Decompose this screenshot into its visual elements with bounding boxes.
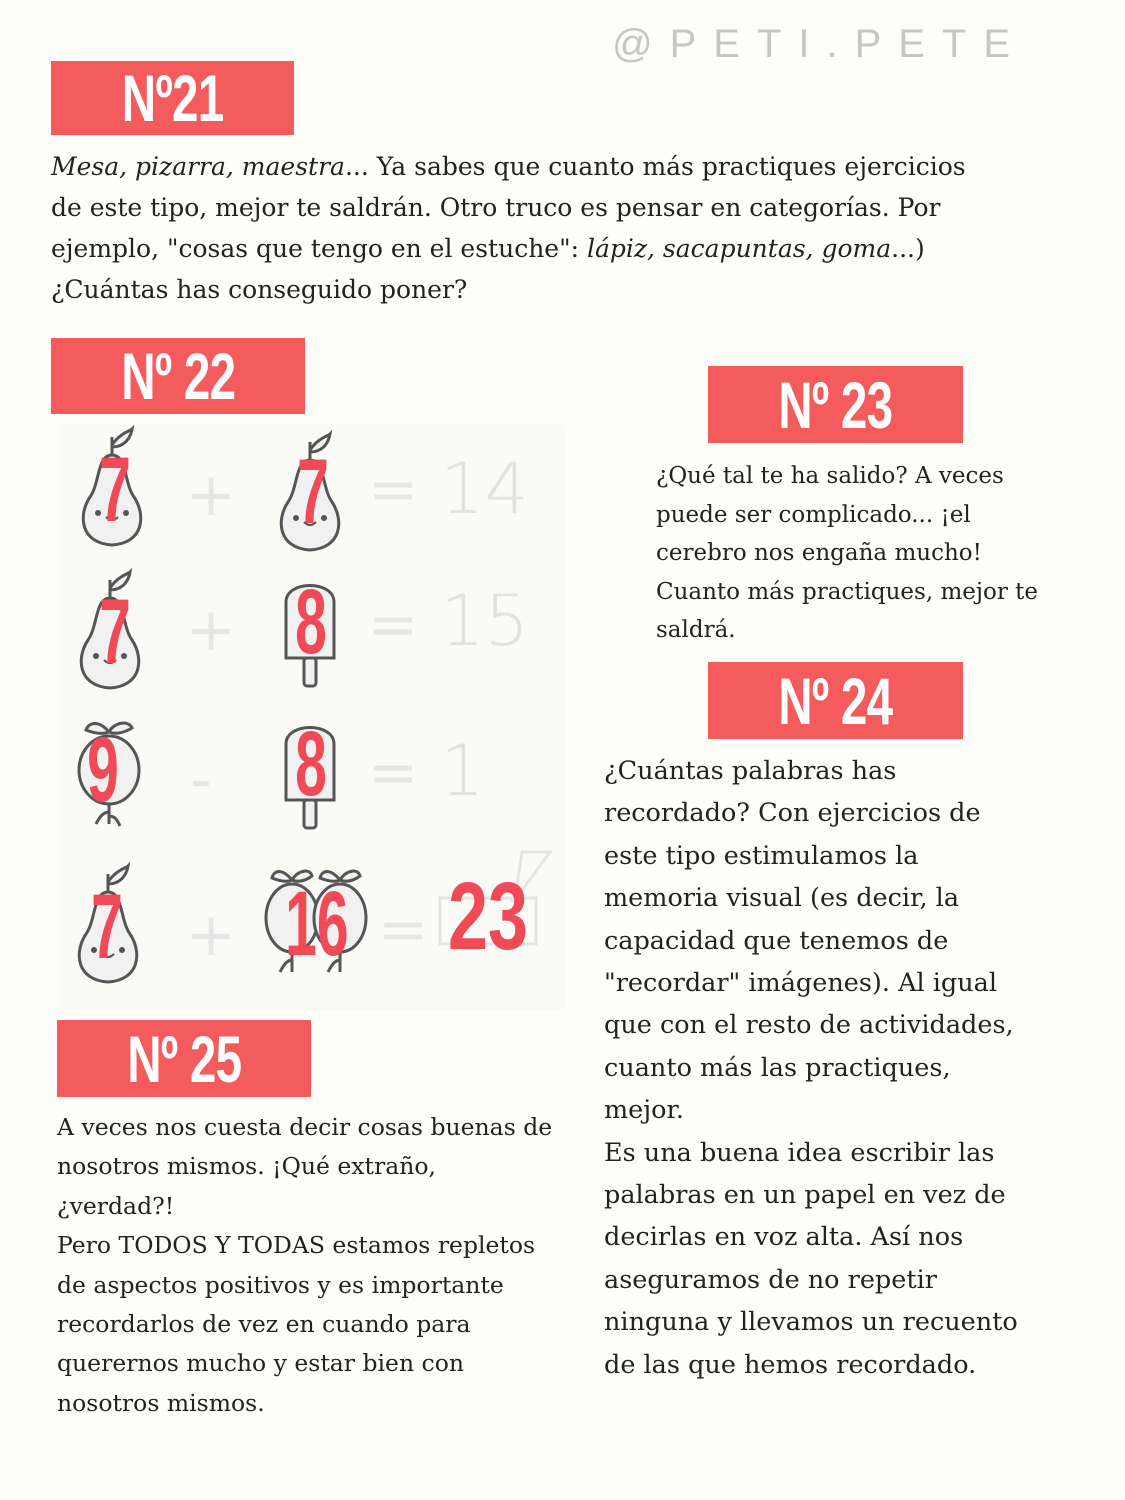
row4-op: + — [186, 900, 237, 970]
n24-line: palabras en un papel en vez de — [604, 1180, 1006, 1211]
n24-line: recordado? Con ejercicios de — [604, 798, 981, 829]
row4-result: 23 — [448, 863, 529, 970]
n24-text — [604, 750, 1104, 1386]
n25-line: nosotros mismos. ¡Qué extraño, — [57, 1152, 436, 1181]
row1-op: + — [186, 460, 237, 530]
row2-b: 8 — [295, 571, 327, 673]
tag-n23 — [708, 366, 963, 443]
n25-line: Pero TODOS Y TODAS estamos repletos — [57, 1231, 536, 1260]
row3-op: - — [190, 745, 212, 815]
tag-n25-label: Nº 25 — [126, 1021, 242, 1096]
tag-n23-label: Nº 23 — [778, 367, 893, 442]
n24-line: que con el resto de actividades, — [604, 1010, 1014, 1041]
row1-result: 14 — [440, 448, 530, 530]
tag-n24 — [708, 662, 963, 739]
row1-b: 7 — [297, 441, 329, 543]
row2-a: 7 — [99, 581, 131, 683]
n21-italic-2: lápiz, sacapuntas, goma — [586, 234, 892, 263]
n25-line: ¿verdad?! — [57, 1191, 175, 1220]
n23-line: Cuanto más practiques, mejor te — [656, 578, 1039, 605]
row1-eq: = — [368, 455, 419, 525]
n23-line: saldrá. — [656, 617, 736, 643]
tag-n22-label: Nº 22 — [120, 339, 236, 413]
n23-line: puede ser complicado... ¡el — [656, 501, 971, 528]
n21-line2: de este tipo, mejor te saldrán. Otro truco es pensar en categorías. Por — [51, 193, 941, 222]
n25-line: A veces nos cuesta decir cosas buenas de — [57, 1113, 553, 1141]
n24-line: decirlas en voz alta. Así nos — [604, 1222, 964, 1253]
tag-n21-label: Nº21 — [121, 61, 224, 135]
n24-line: de las que hemos recordado. — [604, 1349, 977, 1380]
n24-line: cuanto más las practiques, — [604, 1052, 951, 1083]
n21-line3-end: ...) — [891, 234, 925, 263]
n24-line: "recordar" imágenes). Al igual — [604, 968, 998, 999]
row2-eq: = — [368, 590, 419, 660]
n25-line: de aspectos positivos y es importante — [57, 1270, 504, 1299]
row2-result: 15 — [440, 580, 530, 662]
row2-op: + — [186, 595, 237, 665]
tag-n22 — [51, 338, 305, 414]
n24-line: capacidad que tenemos de — [604, 925, 949, 956]
n24-line: ninguna y llevamos un recuento — [604, 1307, 1018, 1338]
row3-eq: = — [368, 738, 419, 808]
n25-line: querernos mucho y estar bien con — [57, 1349, 464, 1378]
n23-line: ¿Qué tal te ha salido? A veces — [656, 463, 1004, 489]
n24-line: aseguramos de no repetir — [604, 1264, 937, 1295]
n25-line: recordarlos de vez en cuando para — [57, 1310, 471, 1339]
n21-line3-start: ejemplo, "cosas que tengo en el estuche": — [51, 234, 587, 263]
tag-n21 — [51, 61, 294, 135]
n25-line: nosotros mismos. — [57, 1388, 265, 1417]
row3-result: 1 — [440, 730, 485, 812]
n21-italic-1: Mesa, pizarra, maestra — [51, 152, 345, 181]
tag-n24-label: Nº 24 — [778, 663, 893, 738]
brand-handle: @PETI.PETE — [612, 22, 1028, 66]
row1-a: 7 — [99, 439, 131, 541]
row3-a: 9 — [87, 719, 119, 821]
n21-line4: ¿Cuántas has conseguido poner? — [51, 275, 468, 304]
n24-line: Es una buena idea escribir las — [604, 1137, 995, 1168]
n24-line: ¿Cuántas palabras has — [604, 756, 897, 786]
tag-n25 — [57, 1020, 311, 1097]
n25-text — [57, 1108, 597, 1423]
n23-text — [656, 457, 1096, 650]
row4-eq: = — [378, 895, 429, 965]
n24-line: memoria visual (es decir, la — [604, 883, 960, 914]
row4-b: 16 — [285, 873, 349, 975]
n24-line: mejor. — [604, 1095, 685, 1126]
n21-line1: ... Ya sabes que cuanto más practiques ejercicios — [344, 152, 966, 181]
n23-line: cerebro nos engaña mucho! — [656, 540, 982, 566]
n21-text — [51, 146, 1091, 310]
row4-a: 7 — [91, 876, 123, 978]
n24-line: este tipo estimulamos la — [604, 840, 919, 871]
row3-b: 8 — [295, 713, 327, 815]
